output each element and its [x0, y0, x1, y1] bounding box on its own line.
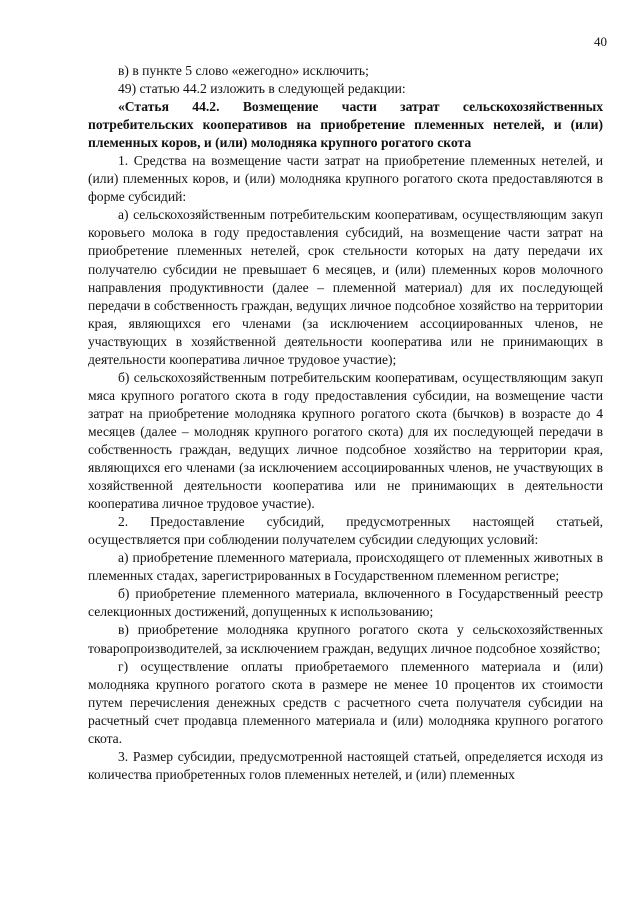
paragraph-1-a: а) сельскохозяйственным потребительским кооперативам, осуществляющим закуп коровьего молока в году предоставления субсидий, на возмещение части затрат на приобретение племенных нетелей, срок стельности которых на дату передачи их получателю субсидии не превышает 6 месяцев, и (или) племенных коров молочного направления продуктивности (далее – племенной материал) для их последующей передачи в собственность граждан, ведущих личное подсобное хозяйство на территории края, являющихся его членами (за исключением ассоциированных членов, не участвующих в хозяйственной деятельности кооператива или не принимающих в деятельности кооператива личное трудовое участие); [88, 207, 603, 367]
paragraph-1-b: б) сельскохозяйственным потребительским кооперативам, осуществляющим закуп мяса крупного рогатого скота в году предоставления субсидии, на возмещение части затрат на приобретение молодняка крупного рогатого скота (бычков) в возрасте до 4 месяцев (далее – молодняк крупного рогатого скота) для их последующей передачи в собственность граждан, ведущих личное подсобное хозяйство на территории края, являющихся его членами (за исключением ассоциированных членов, не участвующих в хозяйственной деятельности кооператива или не принимающих в деятельности кооператива личное трудовое участие). [88, 369, 603, 512]
paragraph-2: 2. Предоставление субсидий, предусмотренных настоящей статьей, осуществляется при соблюдении получателем субсидии следующих условий: [88, 514, 603, 548]
paragraph-amendment-v: в) в пункте 5 слово «ежегодно» исключить; [118, 63, 369, 78]
paragraph-amendment-49: 49) статью 44.2 изложить в следующей редакции: [118, 81, 406, 97]
document-body [88, 62, 603, 784]
article-heading: «Статья 44.2. Возмещение части затрат сельскохозяйственных потребительских кооперативов на приобретение племенных нетелей, и (или) племенных коров, и (или) молодняка крупного рогатого скота [88, 99, 603, 151]
paragraph-1: 1. Средства на возмещение части затрат на приобретение племенных нетелей, и (или) племенных коров, и (или) молодняка крупного рогатого скота предоставляются в форме субсидий: [88, 153, 603, 205]
paragraph-3: 3. Размер субсидии, предусмотренной настоящей статьей, определяется исходя из количества приобретенных голов племенных нетелей, и (или) племенных [88, 748, 603, 782]
paragraph-2-g: г) осуществление оплаты приобретаемого племенного материала и (или) молодняка крупного рогатого скота в размере не менее 10 процентов их стоимости путем перечисления денежных средств с расчетного счета получателя субсидии на расчетный счет продавца племенного материала и (или) молодняка крупного рогатого скота. [88, 658, 603, 746]
paragraph-2-b: б) приобретение племенного материала, включенного в Государственный реестр селекционных достижений, допущенных к использованию; [88, 586, 603, 620]
paragraph-2-a: а) приобретение племенного материала, происходящего от племенных животных в племенных стадах, зарегистрированных в Государственном племенном регистре; [88, 550, 603, 584]
page-number: 40 [594, 34, 607, 49]
paragraph-2-v: в) приобретение молодняка крупного рогатого скота у сельскохозяйственных товаропроизводителей, за исключением граждан, ведущих личное подсобное хозяйство; [88, 622, 603, 656]
